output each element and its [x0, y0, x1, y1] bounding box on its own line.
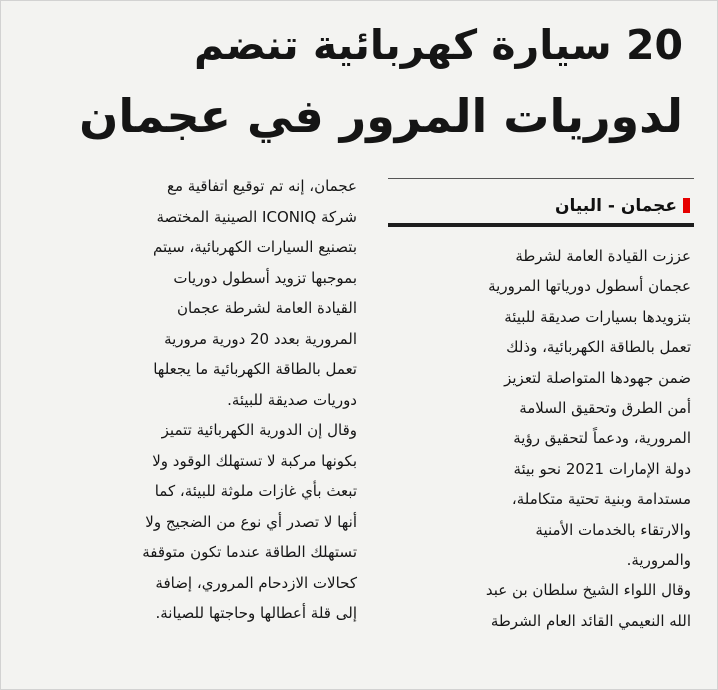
article-line: عجمان أسطول دورياتها المرورية	[488, 277, 691, 296]
byline	[555, 194, 690, 218]
byline-text: عجمان - البيان	[554, 196, 677, 216]
headline-line-2: لدوريات المرور في عجمان	[79, 89, 683, 143]
byline-top-rule	[388, 178, 694, 179]
red-square-marker-icon	[683, 198, 690, 213]
article-line: وقال اللواء الشيخ سلطان بن عبد	[485, 581, 691, 600]
article-line: بتزويدها بسيارات صديقة للبيئة	[504, 307, 691, 326]
article-line: تعمل بالطاقة الكهربائية، وذلك	[506, 338, 691, 357]
article-line: والارتقاء بالخدمات الأمنية	[535, 520, 691, 539]
article-right-column	[383, 241, 691, 636]
article-line: ضمن جهودها المتواصلة لتعزيز	[504, 368, 691, 387]
article-line: والمرورية.	[626, 551, 691, 570]
article-line: المرورية، ودعماً لتحقيق رؤية	[513, 429, 691, 448]
article-line: شركة ICONIQ الصينية المختصة	[156, 207, 357, 226]
article-line: القيادة العامة لشرطة عجمان	[177, 299, 357, 317]
article-line: المرورية بعدد 20 دورية مرورية	[164, 329, 357, 348]
byline-bottom-rule	[388, 223, 694, 227]
article-line: دوريات صديقة للبيئة.	[227, 390, 357, 409]
article-line: بكونها مركبة لا تستهلك الوقود ولا	[152, 451, 357, 470]
article-line: تعمل بالطاقة الكهربائية ما يجعلها	[153, 360, 357, 378]
article-line: دولة الإمارات 2021 نحو بيئة	[513, 459, 691, 478]
article-line: تبعث بأي غازات ملوثة للبيئة، كما	[154, 482, 357, 500]
article-line: أمن الطرق وتحقيق السلامة	[519, 399, 691, 418]
headline-line-1: 20 سيارة كهربائية تنضم	[193, 21, 683, 69]
article-line: إلى قلة أعطالها وحاجتها للصيانة.	[155, 604, 357, 622]
article-line: مستدامة وبنية تحتية متكاملة،	[511, 490, 691, 509]
article-line: عززت القيادة العامة لشرطة	[515, 247, 691, 265]
article-left-column	[44, 171, 357, 629]
article-line: الله النعيمي القائد العام الشرطة	[490, 611, 691, 630]
article-line: بموجبها تزويد أسطول دوريات	[173, 268, 357, 287]
article-line: تستهلك الطاقة عندما تكون متوقفة	[142, 543, 357, 561]
article-line: أنها لا تصدر أي نوع من الضجيج ولا	[145, 512, 357, 531]
article-line: كحالات الازدحام المروري، إضافة	[155, 573, 357, 592]
article-line: وقال إن الدورية الكهربائية تتميز	[161, 421, 357, 439]
article-line: عجمان، إنه تم توقيع اتفاقية مع	[167, 177, 357, 195]
article-line: بتصنيع السيارات الكهربائية، سيتم	[153, 238, 357, 256]
